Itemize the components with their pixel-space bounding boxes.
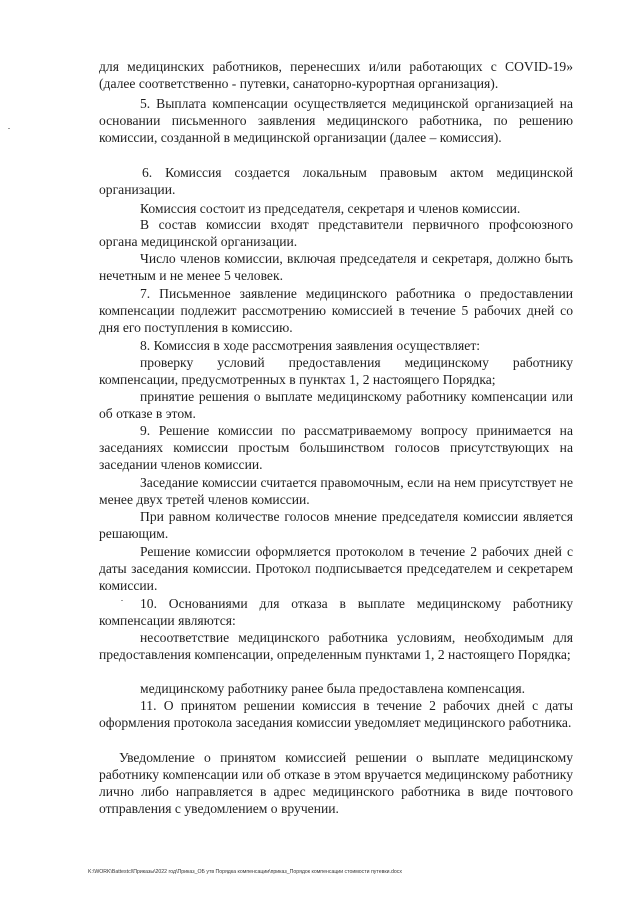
paragraph-1: для медицинских работников, перенесших и/или работающих с COVID-19» (далее соответственно - путевки, санаторно-курортная организация).	[99, 59, 573, 92]
paragraph-15: 10. Основаниями для отказа в выплате медицинскому работнику компенсации являются:	[99, 596, 573, 629]
paragraph-18: 11. О принятом решении комиссия в течение 2 рабочих дней с даты оформления протокола заседания комиссии уведомляет медицинского работника.	[99, 698, 573, 731]
footer-file-path: K:\WORK\Battestcl\Приказы\2022 год\Приказ_ОБ утв Порядка компенсации\приказ_Порядок компенсации стоимости путевки.docx	[88, 869, 402, 875]
paragraph-7: 7. Письменное заявление медицинского работника о предоставлении компенсации подлежит рассмотрению комиссией в течение 5 рабочих дней со дня его поступления в комиссию.	[99, 286, 573, 336]
paragraph-3: 6. Комиссия создается локальным правовым актом медицинской организации.	[99, 165, 573, 198]
paragraph-9: проверку условий предоставления медицинскому работнику компенсации, предусмотренных в пунктах 1, 2 настоящего Порядка;	[99, 355, 573, 388]
paragraph-16: несоответствие медицинского работника условиям, необходимым для предоставления компенсации, определенным пунктами 1, 2 настоящего Порядка;	[99, 630, 573, 663]
paragraph-12: Заседание комиссии считается правомочным, если на нем присутствует не менее двух третей членов комиссии.	[99, 475, 573, 508]
paragraph-5: В состав комиссии входят представители первичного профсоюзного органа медицинской организации.	[99, 217, 573, 250]
paragraph-2: 5. Выплата компенсации осуществляется медицинской организацией на основании письменного заявления медицинского работника, по решению комиссии, созданной в медицинской организации (далее – комиссия).	[99, 96, 573, 146]
paragraph-14: Решение комиссии оформляется протоколом в течение 2 рабочих дней с даты заседания комиссии. Протокол подписывается председателем и секретарем комиссии.	[99, 544, 573, 594]
paragraph-4: Комиссия состоит из председателя, секретаря и членов комиссии.	[140, 201, 521, 216]
paragraph-17: медицинскому работнику ранее была предоставлена компенсация.	[140, 681, 526, 696]
paragraph-11: 9. Решение комиссии по рассматриваемому вопросу принимается на заседаниях комиссии простым большинством голосов присутствующих на заседании членов комиссии.	[99, 423, 573, 473]
paragraph-6: Число членов комиссии, включая председателя и секретаря, должно быть нечетным и не менее 5 человек.	[99, 251, 573, 284]
paragraph-10: принятие решения о выплате медицинскому работнику компенсации или об отказе в этом.	[99, 389, 573, 422]
scan-speck	[8, 128, 10, 129]
paragraph-19: Уведомление о принятом комиссией решении о выплате медицинскому работнику компенсации или об отказе в этом вручается медицинскому работнику лично либо направляется в адрес медицинского работника в виде почтового отправления с уведомлением о вручении.	[99, 750, 573, 817]
scan-speck	[121, 600, 123, 601]
paragraph-13: При равном количестве голосов мнение председателя комиссии является решающим.	[99, 509, 573, 542]
paragraph-8: 8. Комиссия в ходе рассмотрения заявления осуществляет:	[140, 338, 481, 353]
